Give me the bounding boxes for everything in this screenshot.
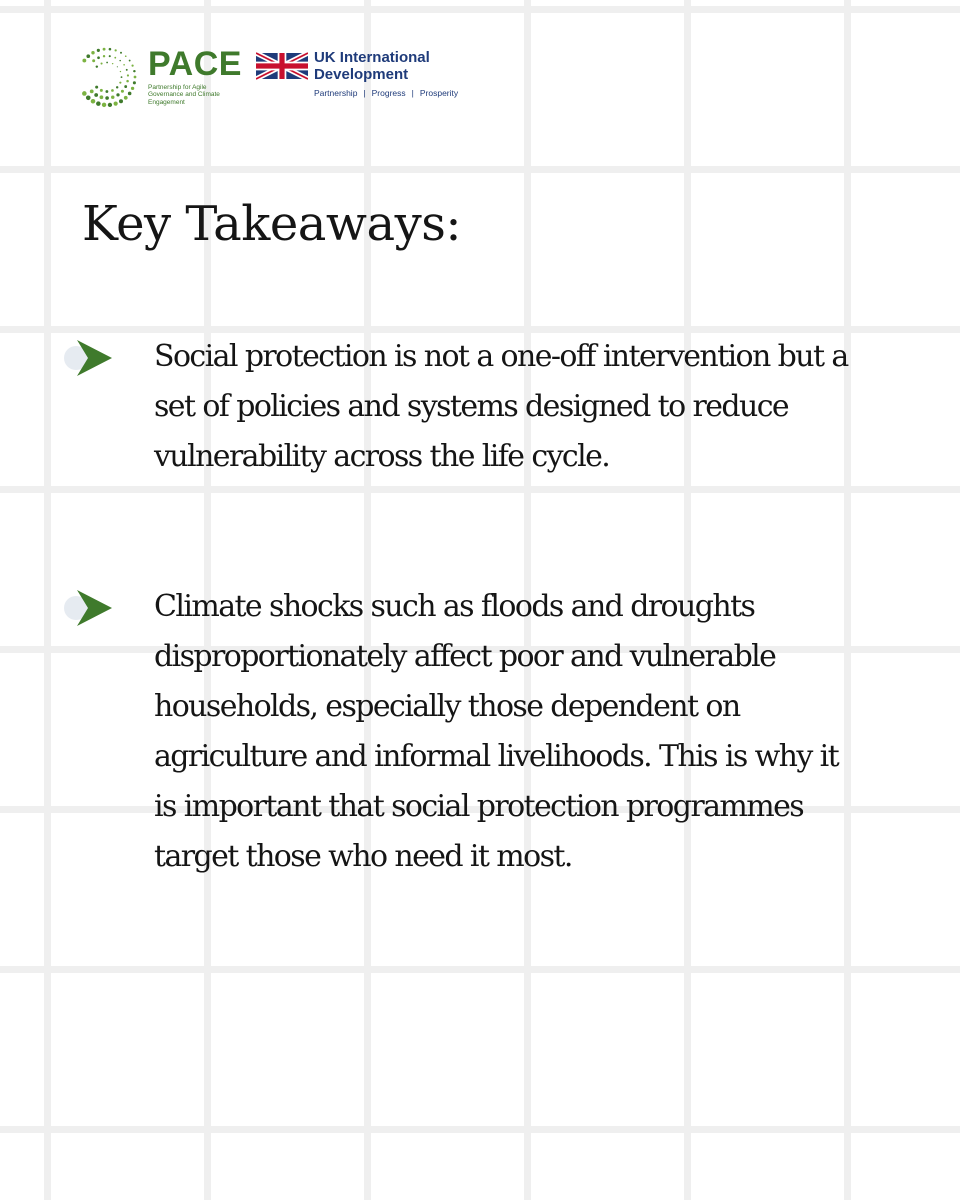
pace-ring-dot: [94, 93, 98, 97]
pace-ring-dot: [92, 59, 95, 62]
pace-ring-dot: [105, 90, 108, 93]
ukid-tagline-separator: |: [411, 87, 414, 98]
pace-tagline: Partnership for Agile Governance and Climate Engagement: [148, 83, 220, 106]
header-logos: [74, 40, 458, 114]
ukid-tagline-progress: Progress: [371, 87, 406, 98]
pace-ring-dot: [117, 66, 118, 67]
pace-ring-dot: [97, 49, 100, 52]
pace-ring-dot: [82, 91, 87, 96]
page-title: Key Takeaways:: [82, 196, 461, 252]
takeaway-text: Social protection is not a one-off intervention but a set of policies and systems designed to reduce vulnerability across the life cycle.: [154, 339, 848, 474]
pace-ring-dot: [119, 60, 120, 61]
pace-ring-dot: [100, 63, 102, 65]
pace-ring-dot: [124, 85, 127, 88]
pace-ring-dot: [116, 93, 119, 96]
pace-ring-dot: [125, 55, 127, 57]
pace-ring-dot: [97, 56, 100, 59]
pace-ring-dot: [111, 89, 114, 92]
pace-ring-dot: [129, 60, 131, 62]
pace-ring-dot: [91, 51, 94, 54]
ukid-title-line2: Development: [313, 65, 409, 83]
pace-ring-dot: [121, 76, 123, 78]
green-arrow-bullet-icon: [62, 590, 116, 626]
pace-ring-dot: [131, 87, 134, 90]
pace-ring-dot: [121, 90, 124, 93]
pace-ring-dot: [109, 55, 111, 57]
pace-ring-dot: [134, 76, 137, 79]
ukid-tagline-partnership: Partnership: [313, 87, 358, 98]
green-arrow-bullet-icon: [62, 340, 116, 376]
pace-ring-dot: [126, 69, 128, 71]
pace-ring-dot: [120, 71, 121, 72]
pace-ring-dot: [119, 82, 121, 84]
union-jack-flag-icon: [256, 51, 308, 81]
uk-international-development-logo: [256, 49, 458, 98]
pace-ring-dot: [100, 89, 103, 92]
pace-ring-dot: [103, 55, 105, 57]
ukid-tagline-separator: |: [363, 87, 366, 98]
pace-ring-dot: [114, 57, 116, 59]
pace-ring-dot: [82, 59, 86, 63]
pace-ring-dot: [86, 96, 91, 101]
pace-ring-dot: [120, 52, 122, 54]
pace-ring-dot: [133, 70, 135, 72]
pace-ring-dot: [123, 64, 125, 66]
pace-ring-dot: [108, 103, 112, 107]
takeaway-text: Climate shocks such as floods and droughts disproportionately affect poor and vulnerable households, especially those dependent on agriculture and informal livelihoods. This is why it is important that social protection programmes target those who need it most.: [154, 589, 839, 874]
pace-ring-dot: [103, 48, 106, 51]
pace-ring-dot: [126, 80, 129, 83]
pace-ring-dot: [131, 65, 133, 67]
pace-ring-dot: [109, 48, 112, 51]
pace-logo: [74, 41, 242, 113]
pace-ring-dot: [91, 99, 96, 104]
pace-ring-dot: [112, 63, 113, 64]
pace-ring-dot: [96, 65, 98, 67]
pace-ring-dot: [96, 101, 101, 106]
pace-ring-dot: [95, 86, 98, 89]
pace-ring-dot: [86, 54, 90, 58]
pace-ring-dot: [124, 96, 128, 100]
pace-ring-dot: [133, 81, 136, 84]
pace-ring-dot: [105, 96, 109, 100]
pace-wordmark: PACE: [148, 44, 242, 83]
pace-ring-dot: [127, 74, 129, 76]
pace-ring-dot: [111, 95, 114, 98]
pace-ring-dot: [116, 86, 118, 88]
pace-ring-dot: [100, 95, 104, 99]
ukid-tagline: [314, 88, 458, 98]
pace-ring-dot: [106, 62, 108, 64]
ukid-title-line1: UK International: [313, 48, 430, 66]
pace-ring-dot: [102, 103, 106, 107]
pace-ring-dot: [90, 90, 94, 94]
pace-ring-dot: [114, 102, 118, 106]
pace-ring-dot: [128, 92, 132, 96]
pace-ring-dot: [119, 99, 123, 103]
pace-ring-dot: [115, 49, 117, 51]
ukid-tagline-prosperity: Prosperity: [419, 87, 459, 98]
pace-dotted-ring-icon: [74, 41, 140, 113]
